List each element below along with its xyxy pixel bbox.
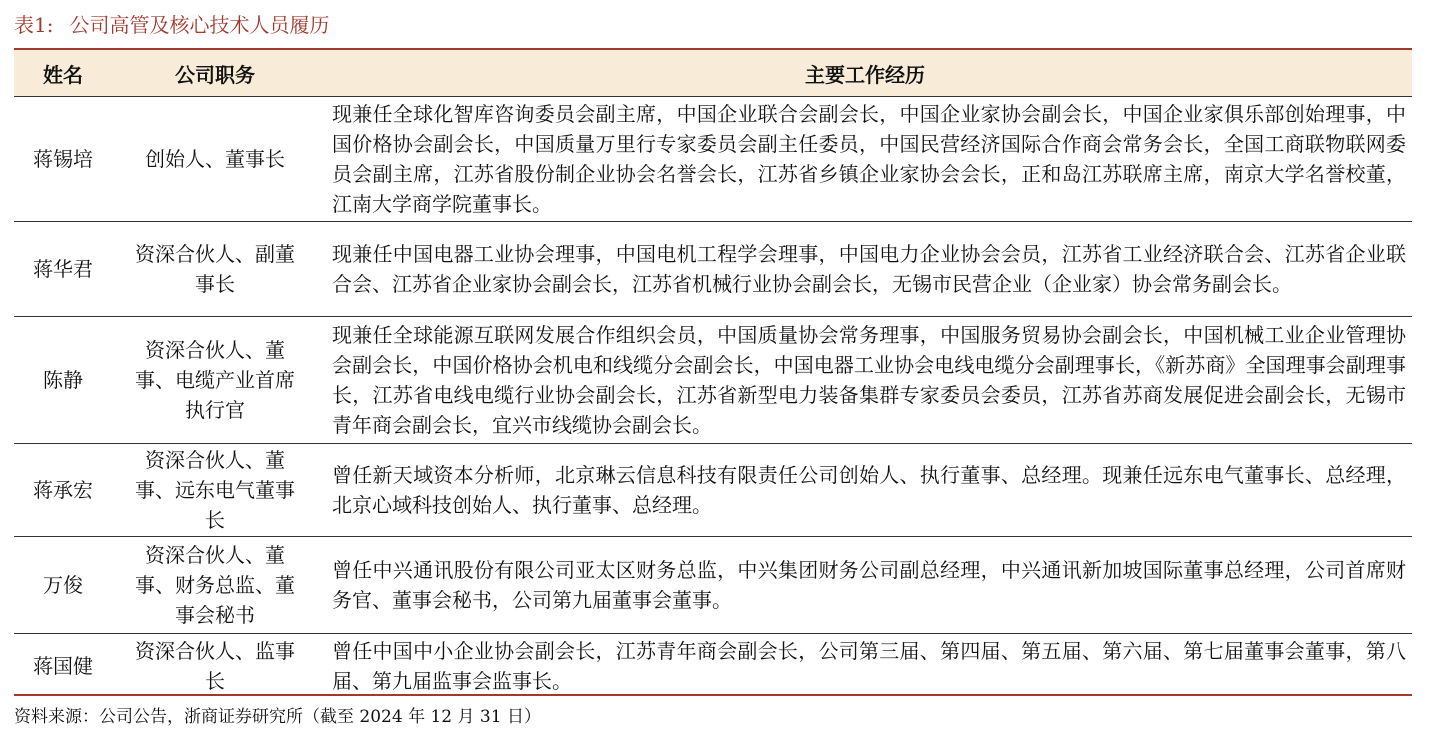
table-title xyxy=(14,10,329,40)
experience-text: 曾任新天域资本分析师，北京琳云信息科技有限责任公司创始人、执行董事、总经理。现兼任远东电气董事长、总经理，北京心域科技创始人、执行董事、总经理。 xyxy=(332,463,1406,517)
experience-cell xyxy=(318,537,1412,633)
table-row xyxy=(14,96,1412,221)
position-text: 资深合伙人、董事、远东电气董事长 xyxy=(135,448,295,532)
table-row xyxy=(14,221,1412,316)
name-cell: 蒋华君 xyxy=(33,257,93,281)
experience-text: 现兼任全球能源互联网发展合作组织会员，中国质量协会常务理事，中国服务贸易协会副会长，中国机械工业企业管理协会副会长，中国价格协会机电和线缆分会副会长，中国电器工业协会电线电缆分会副理事长，《新苏商》全国理事会副理事长，江苏省电线电缆行业协会副会长，江苏省新型电力装备集群专家委员会委员，江苏省苏商发展促进会副会长，无锡市青年商会副会长，宜兴市线缆协会副会长。 xyxy=(332,323,1406,437)
position-cell xyxy=(112,537,318,633)
position-cell xyxy=(112,97,318,221)
name-cell: 陈静 xyxy=(43,368,83,392)
experience-text: 曾任中国中小企业协会副会长，江苏青年商会副会长，公司第三届、第四届、第五届、第六届、第七届董事会董事，第八届、第九届监事会监事长。 xyxy=(332,639,1406,693)
position-text: 资深合伙人、副董事长 xyxy=(135,242,295,296)
position-cell xyxy=(112,444,318,536)
table-row xyxy=(14,443,1412,536)
table-number: 表1: xyxy=(14,13,54,37)
experience-cell xyxy=(318,222,1412,316)
header-experience: 主要工作经历 xyxy=(805,62,925,87)
experience-cell xyxy=(318,97,1412,221)
position-cell xyxy=(112,222,318,316)
experience-text: 曾任中兴通讯股份有限公司亚太区财务总监，中兴集团财务公司副总经理，中兴通讯新加坡国际董事总经理，公司首席财务官、董事会秘书，公司第九届董事会董事。 xyxy=(332,558,1406,612)
source-note: 资料来源：公司公告，浙商证券研究所（截至 2024 年 12 月 31 日） xyxy=(14,707,541,727)
name-cell: 蒋承宏 xyxy=(33,478,93,502)
position-text: 资深合伙人、董事、电缆产业首席执行官 xyxy=(135,338,295,422)
position-text: 创始人、董事长 xyxy=(145,147,285,171)
header-name: 姓名 xyxy=(43,62,83,87)
name-cell: 蒋锡培 xyxy=(33,147,93,171)
position-cell xyxy=(112,317,318,443)
header-position: 公司职务 xyxy=(175,62,255,87)
name-cell: 蒋国健 xyxy=(33,654,93,678)
table-row xyxy=(14,633,1412,698)
table-row xyxy=(14,316,1412,443)
bottom-rule xyxy=(14,694,1412,696)
position-text: 资深合伙人、监事长 xyxy=(135,639,295,693)
executive-table xyxy=(14,50,1412,698)
experience-text: 现兼任中国电器工业协会理事，中国电机工程学会理事，中国电力企业协会会员，江苏省工业经济联合会、江苏省企业联合会、江苏省企业家协会副会长，江苏省机械行业协会副会长，无锡市民营企业（企业家）协会常务副会长。 xyxy=(332,242,1406,296)
position-text: 资深合伙人、董事、财务总监、董事会秘书 xyxy=(135,543,295,627)
name-cell: 万俊 xyxy=(43,573,83,597)
position-cell xyxy=(112,634,318,698)
table-caption: 公司高管及核心技术人员履历 xyxy=(69,13,330,37)
experience-cell xyxy=(318,317,1412,443)
table-header xyxy=(14,50,1412,96)
experience-text: 现兼任全球化智库咨询委员会副主席，中国企业联合会副会长，中国企业家协会副会长，中国企业家俱乐部创始理事，中国价格协会副会长，中国质量万里行专家委员会副主任委员，中国民营经济国际合作商会常务会长，全国工商联物联网委员会副主席，江苏省股份制企业协会名誉会长，江苏省乡镇企业家协会会长，正和岛江苏联席主席，南京大学名誉校董，江南大学商学院董事长。 xyxy=(332,102,1406,216)
experience-cell xyxy=(318,444,1412,536)
experience-cell xyxy=(318,634,1412,698)
table-row xyxy=(14,536,1412,633)
